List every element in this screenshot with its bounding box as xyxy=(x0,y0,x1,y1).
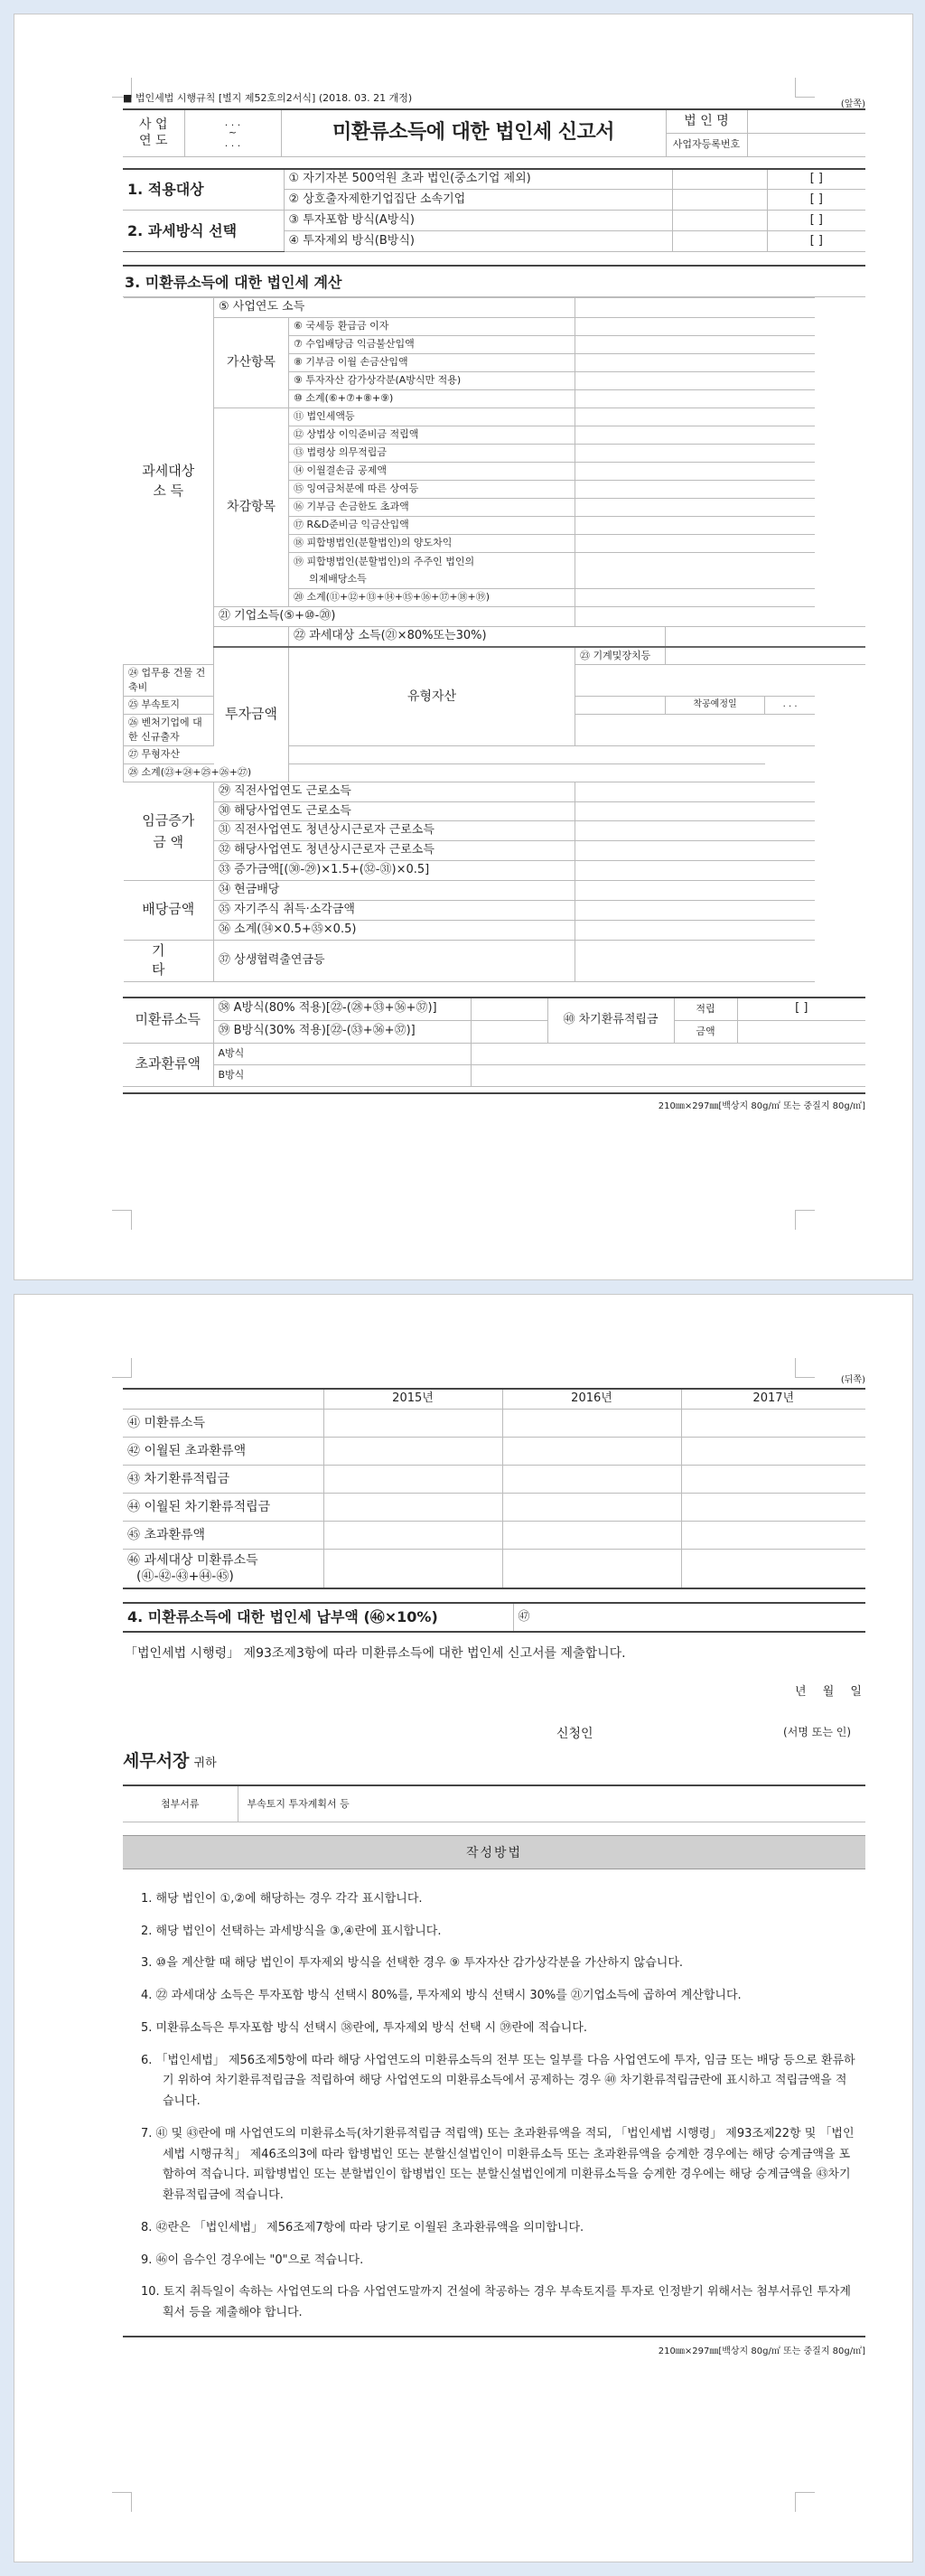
row-23-value[interactable] xyxy=(666,647,866,665)
row-42-y2[interactable] xyxy=(502,1437,681,1465)
biz-no-label: 사업자등록번호 xyxy=(666,133,747,156)
period-value[interactable]: . . . ~ . . . xyxy=(184,109,281,156)
row-46-label: ㊻ 과세대상 미환류소득 (㊶-㊷-㊸+㊹-㊺) xyxy=(123,1549,323,1588)
row-9-value[interactable] xyxy=(575,371,816,389)
row-45-label: ㊺ 초과환류액 xyxy=(123,1521,323,1549)
crop-mark xyxy=(795,1210,815,1230)
year-2-header: 2016년 xyxy=(502,1389,681,1409)
row-11-label: ⑪ 법인세액등 xyxy=(289,407,575,426)
wage-increase-label: 임금증가 금 액 xyxy=(124,782,214,880)
row-42-y3[interactable] xyxy=(681,1437,865,1465)
taxable-income-label: 과세대상 소 득 xyxy=(124,298,214,665)
excess-method-a-label: A방식 xyxy=(213,1043,471,1064)
row-25-value[interactable] xyxy=(575,696,666,714)
row-42-y1[interactable] xyxy=(323,1437,502,1465)
row-43-y3[interactable] xyxy=(681,1465,865,1493)
row-46-y1[interactable] xyxy=(323,1549,502,1588)
row-45-y2[interactable] xyxy=(502,1521,681,1549)
instruction-item: 7. ㊶ 및 ㊸란에 매 사업연도의 미환류소득(차기환류적립금 적립액) 또는 초과환류액을 적되, 「법인세법 시행령」 제93조제22항 및 「법인세법 시행규칙」 제46조의3에 따라 합병법인 또는 분할신설법인이 미환류소득 또는 초과환류액을 승계한 경우에는 해당 승계금액을 포함하여 적습니다. 피합병법인 또는 분할법인이 합병법인 또는 분할신설법인에게 미환류소득을 승계한 경우에는 해당 승계금액을 ㊸차기환류적립금에 적습니다. xyxy=(141,2126,855,2203)
option-3-label: ③ 투자포함 방식(A방식) xyxy=(284,211,672,231)
row-30-value[interactable] xyxy=(575,801,816,821)
page-side-label: (앞쪽) xyxy=(840,99,865,109)
row-43-label: ㊸ 차기환류적립금 xyxy=(123,1465,323,1493)
instruction-item: 9. ㊻이 음수인 경우에는 "0"으로 적습니다. xyxy=(141,2253,364,2267)
form-title: 미환류소득에 대한 법인세 신고서 xyxy=(281,109,666,156)
form-page-back xyxy=(14,1294,913,2562)
row-8-value[interactable] xyxy=(575,353,816,371)
row-38-label: ㊳ A방식(80% 적용)[㉒-(㉘+㉝+㊱+㊲)] xyxy=(213,998,471,1020)
section-1-title: 1. 적용대상 xyxy=(127,180,204,198)
instruction-item: 2. 해당 법인이 선택하는 과세방식을 ③,④란에 표시합니다. xyxy=(141,1924,442,1938)
yearly-table xyxy=(123,1388,865,1589)
row-13-label: ⑬ 법령상 의무적립금 xyxy=(289,444,575,462)
add-items-label: 가산항목 xyxy=(214,317,289,407)
instruction-list xyxy=(123,1889,865,2324)
row-18-value[interactable] xyxy=(575,534,816,552)
row-34-value[interactable] xyxy=(575,881,816,901)
section-4-table xyxy=(123,1602,865,1633)
option-4-checkbox[interactable]: [ ] xyxy=(767,231,865,252)
dividend-label: 배당금액 xyxy=(124,881,214,941)
row-31-label: ㉛ 직전사업연도 청년상시근로자 근로소득 xyxy=(214,821,575,841)
row-13-value[interactable] xyxy=(575,444,816,462)
declaration-text: 「법인세법 시행령」 제93조제3항에 따라 미환류소득에 대한 법인세 신고서를 제출합니다. xyxy=(125,1646,626,1662)
row-37-label: ㊲ 상생협력출연금등 xyxy=(214,940,575,982)
excess-return-label: 초과환류액 xyxy=(123,1043,213,1086)
row-41-label: ㊶ 미환류소득 xyxy=(123,1409,323,1437)
row-41-y2[interactable] xyxy=(502,1409,681,1437)
row-45-y3[interactable] xyxy=(681,1521,865,1549)
option-4-label: ④ 투자제외 방식(B방식) xyxy=(284,231,672,252)
row-16-value[interactable] xyxy=(575,498,816,516)
method-title: 작성방법 xyxy=(123,1835,865,1869)
applicant-label: 신청인 xyxy=(556,1727,593,1742)
row-28-value[interactable] xyxy=(289,763,765,782)
row-15-label: ⑮ 잉여금처분에 따른 상여등 xyxy=(289,480,575,498)
corp-name-label: 법 인 명 xyxy=(666,109,747,133)
instruction-item: 3. ⑩을 계산할 때 해당 법인이 투자제외 방식을 선택한 경우 ⑨ 투자자산 감가상각분을 가산하지 않습니다. xyxy=(141,1956,684,1971)
attachment-label: 첨부서류 xyxy=(123,1785,238,1822)
row-10-value[interactable] xyxy=(575,389,816,407)
row-27-label: ㉗ 무형자산 xyxy=(124,745,289,763)
row-29-value[interactable] xyxy=(575,782,816,801)
year-1-header: 2015년 xyxy=(323,1389,502,1409)
section-4-title: 4. 미환류소득에 대한 법인세 납부액 (㊻×10%) xyxy=(127,1608,438,1626)
row-19-label-cont: 의제배당소득 xyxy=(289,570,575,588)
build-date-value[interactable]: . . . xyxy=(765,696,816,714)
row-41-y3[interactable] xyxy=(681,1409,865,1437)
build-date-label: 착공예정일 xyxy=(666,696,765,714)
row-47-label: ㊼ xyxy=(518,1609,530,1624)
row-22-label: ㉒ 과세대상 소득(㉑×80%또는30%) xyxy=(289,626,666,646)
row-40-label: ㊵ 차기환류적립금 xyxy=(547,998,674,1043)
row-24-value[interactable] xyxy=(575,665,816,697)
instruction-item: 5. 미환류소득은 투자포함 방식 선택시 ㊳란에, 투자제외 방식 선택 시 ㊴란에 적습니다. xyxy=(141,2020,587,2035)
crop-mark xyxy=(112,1210,132,1230)
row-5-label: ⑤ 사업연도 소득 xyxy=(214,298,575,318)
row-7-value[interactable] xyxy=(575,335,816,353)
row-18-label: ⑱ 피합병법인(분할법인)의 양도차익 xyxy=(289,534,575,552)
instruction-item: 6. 「법인세법」 제56조제5항에 따라 해당 사업연도의 미환류소득의 전부 또는 일부를 다음 사업연도에 투자, 임금 또는 배당 등으로 환류하기 위하여 차기환류적립금을 적립하여 해당 사업연도의 미환류소득에서 공제하는 경우 ㊵ 차기환류적립금란에 표시하고 적립금액을 적습니다. xyxy=(141,2053,855,2109)
sub-items-label: 차감항목 xyxy=(214,407,289,606)
row-32-value[interactable] xyxy=(575,841,816,861)
period-label: 사 업 연 도 xyxy=(123,109,184,156)
section-1-2-table xyxy=(123,168,865,253)
investment-label: 투자금액 xyxy=(214,647,289,782)
form-page-front xyxy=(14,14,913,1280)
instruction-item: 8. ㊷란은 「법인세법」 제56조제7항에 따라 당기로 이월된 초과환류액을 의미합니다. xyxy=(141,2220,584,2234)
row-19-value[interactable] xyxy=(575,552,816,588)
row-7-label: ⑦ 수입배당금 익금불산입액 xyxy=(289,335,575,353)
row-38-value[interactable] xyxy=(471,998,547,1020)
row-29-label: ㉙ 직전사업연도 근로소득 xyxy=(214,782,575,801)
row-12-value[interactable] xyxy=(575,426,816,444)
accumulation-label: 적립 xyxy=(674,998,737,1020)
row-34-label: ㉞ 현금배당 xyxy=(214,881,575,901)
option-2-checkbox[interactable]: [ ] xyxy=(767,190,865,211)
row-25-label: ㉕ 부속토지 xyxy=(124,696,214,714)
title-table xyxy=(123,108,865,157)
row-19-label: ⑲ 피합병법인(분할법인)의 주주인 법인의 xyxy=(289,552,575,570)
attachment-table xyxy=(123,1784,865,1822)
tax-office-label: 세무서장 xyxy=(123,1751,190,1772)
row-17-value[interactable] xyxy=(575,516,816,534)
row-17-label: ⑰ R&D준비금 익금산입액 xyxy=(289,516,575,534)
section-3-title: 3. 미환류소득에 대한 법인세 계산 xyxy=(125,274,342,291)
row-26-value[interactable] xyxy=(575,714,816,745)
page-side-label: (뒤쪽) xyxy=(840,1375,865,1385)
row-23-label: ㉓ 기계및장치등 xyxy=(575,647,666,665)
row-14-value[interactable] xyxy=(575,462,816,480)
accumulation-checkbox[interactable]: [ ] xyxy=(737,998,865,1020)
row-22-value[interactable] xyxy=(666,626,866,646)
paper-spec: 210㎜×297㎜[백상지 80g/㎡ 또는 중질지 80g/㎡] xyxy=(123,2336,865,2356)
row-20-value[interactable] xyxy=(575,588,816,606)
row-30-label: ㉚ 해당사업연도 근로소득 xyxy=(214,801,575,821)
instruction-item: 4. ㉒ 과세대상 소득은 투자포함 방식 선택시 80%를, 투자제외 방식 선택시 30%를 ㉑기업소득에 곱하여 계산합니다. xyxy=(141,1989,742,2003)
excess-method-b-value[interactable] xyxy=(471,1064,865,1086)
row-20-label: ⑳ 소계(⑪+⑫+⑬+⑭+⑮+⑯+⑰+⑱+⑲) xyxy=(289,588,575,606)
row-21-label: ㉑ 기업소득(⑤+⑩-⑳) xyxy=(214,606,575,626)
biz-no-field[interactable] xyxy=(747,133,865,156)
row-44-y2[interactable] xyxy=(502,1493,681,1521)
excess-method-a-value[interactable] xyxy=(471,1043,865,1064)
row-9-label: ⑨ 투자자산 감가상각분(A방식만 적용) xyxy=(289,371,575,389)
row-43-y2[interactable] xyxy=(502,1465,681,1493)
other-label: 기 타 xyxy=(124,940,214,982)
row-32-label: ㉜ 해당사업연도 청년상시근로자 근로소득 xyxy=(214,841,575,861)
row-39-value[interactable] xyxy=(471,1020,547,1043)
accumulation-amount-field[interactable] xyxy=(737,1020,865,1043)
row-42-label: ㊷ 이월된 초과환류액 xyxy=(123,1437,323,1465)
row-6-value[interactable] xyxy=(575,317,816,335)
row-15-value[interactable] xyxy=(575,480,816,498)
option-1-label: ① 자기자본 500억원 초과 법인(중소기업 제외) xyxy=(284,169,672,190)
row-35-value[interactable] xyxy=(575,900,816,920)
row-37-value[interactable] xyxy=(575,940,816,982)
row-8-label: ⑧ 기부금 이월 손금산입액 xyxy=(289,353,575,371)
row-33-label: ㉝ 증가금액[(㉚-㉙)×1.5+(㉜-㉛)×0.5] xyxy=(214,861,575,881)
row-45-y1[interactable] xyxy=(323,1521,502,1549)
row-16-label: ⑯ 기부금 손금한도 초과액 xyxy=(289,498,575,516)
accumulation-amount-label: 금액 xyxy=(674,1020,737,1043)
option-2-label: ② 상호출자제한기업집단 소속기업 xyxy=(284,190,672,211)
row-35-label: ㉟ 자기주식 취득·소각금액 xyxy=(214,900,575,920)
unreturned-income-table xyxy=(123,997,865,1087)
corp-name-field[interactable] xyxy=(747,109,865,133)
year-3-header: 2017년 xyxy=(681,1389,865,1409)
attachment-value: 부속토지 투자계획서 등 xyxy=(238,1785,865,1822)
option-1-checkbox[interactable]: [ ] xyxy=(767,169,865,190)
unreturned-income-label: 미환류소득 xyxy=(123,998,213,1043)
row-10-label: ⑩ 소계(⑥+⑦+⑧+⑨) xyxy=(289,389,575,407)
row-47-value[interactable] xyxy=(513,1603,865,1632)
tax-office-suffix: 귀하 xyxy=(193,1756,217,1771)
row-26-label: ㉖ 벤처기업에 대한 신규출자 xyxy=(124,714,214,745)
instruction-item: 10. 토지 취득일이 속하는 사업연도의 다음 사업연도말까지 건설에 착공하는 경우 부속토지를 투자로 인정받기 위해서는 첨부서류인 투자계획서 등을 제출해야 합니다. xyxy=(141,2285,851,2320)
row-21-value[interactable] xyxy=(575,606,816,626)
row-6-label: ⑥ 국세등 환급금 이자 xyxy=(289,317,575,335)
crop-mark xyxy=(112,2492,132,2512)
crop-mark xyxy=(795,2492,815,2512)
sign-label[interactable]: (서명 또는 인) xyxy=(783,1726,851,1739)
row-12-label: ⑫ 상법상 이익준비금 적립액 xyxy=(289,426,575,444)
row-46-y3[interactable] xyxy=(681,1549,865,1588)
form-header-note: ■ 법인세법 시행규칙 [별지 제52호의2서식] (2018. 03. 21 개정) xyxy=(123,92,413,104)
row-5-value[interactable] xyxy=(575,298,816,318)
row-36-value[interactable] xyxy=(575,920,816,940)
filing-date: 년 월 일 xyxy=(795,1685,862,1700)
instruction-item: 1. 해당 법인이 ①,②에 해당하는 경우 각각 표시합니다. xyxy=(141,1891,423,1906)
paper-spec: 210㎜×297㎜[백상지 80g/㎡ 또는 중질지 80g/㎡] xyxy=(123,1092,865,1111)
row-14-label: ⑭ 이월결손금 공제액 xyxy=(289,462,575,480)
excess-method-b-label: B방식 xyxy=(213,1064,471,1086)
row-44-y3[interactable] xyxy=(681,1493,865,1521)
row-27-value[interactable] xyxy=(289,745,765,763)
option-3-checkbox[interactable]: [ ] xyxy=(767,211,865,231)
row-44-label: ㊹ 이월된 차기환류적립금 xyxy=(123,1493,323,1521)
row-11-value[interactable] xyxy=(575,407,816,426)
row-28-label: ㉘ 소계(㉓+㉔+㉕+㉖+㉗) xyxy=(124,763,289,782)
row-24-label: ㉔ 업무용 건물 건축비 xyxy=(124,665,214,697)
section-2-title: 2. 과세방식 선택 xyxy=(127,221,238,239)
row-39-label: ㊴ B방식(30% 적용)[㉒-(㉝+㊱+㊲)] xyxy=(213,1020,471,1043)
row-31-value[interactable] xyxy=(575,821,816,841)
row-46-y2[interactable] xyxy=(502,1549,681,1588)
row-44-y1[interactable] xyxy=(323,1493,502,1521)
section-3-table xyxy=(123,297,865,982)
row-43-y1[interactable] xyxy=(323,1465,502,1493)
row-41-y1[interactable] xyxy=(323,1409,502,1437)
row-36-label: ㊱ 소계(㉞×0.5+㉟×0.5) xyxy=(214,920,575,940)
tangible-label: 유형자산 xyxy=(289,647,575,746)
row-33-value[interactable] xyxy=(575,861,816,881)
